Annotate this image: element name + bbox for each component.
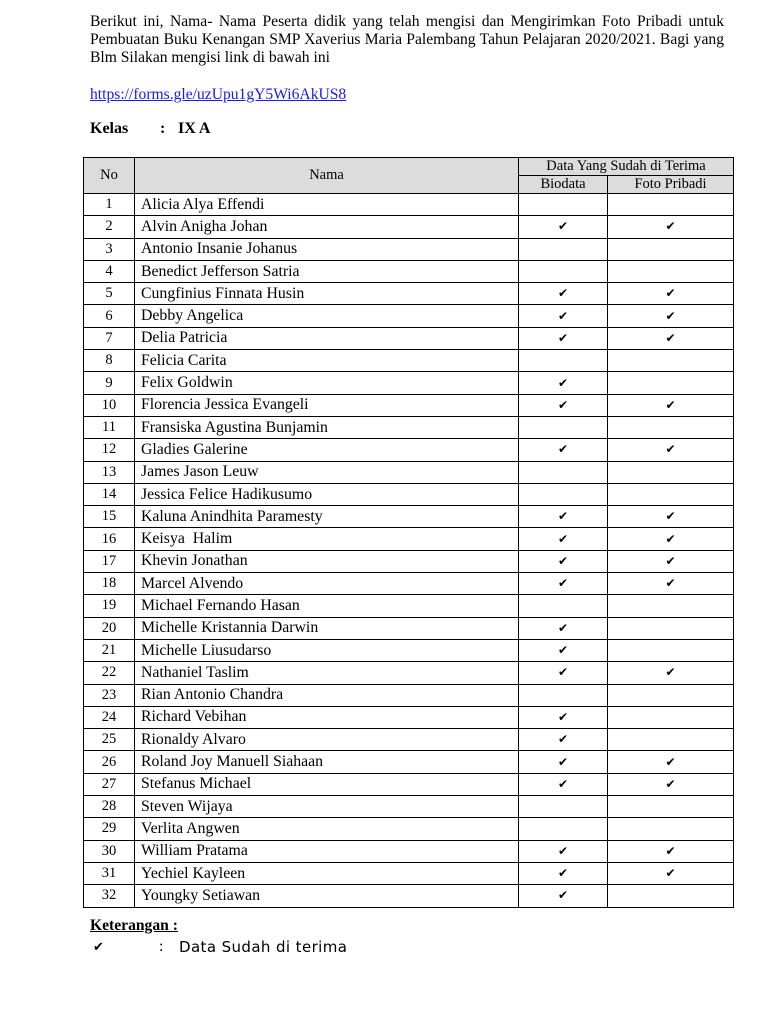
student-name: William Pratama xyxy=(135,840,519,862)
row-number: 24 xyxy=(84,706,135,728)
biodata-status xyxy=(519,573,608,595)
student-name: Fransiska Agustina Bunjamin xyxy=(135,416,519,438)
student-name: Yechiel Kayleen xyxy=(135,862,519,884)
check-icon: ✔ xyxy=(557,665,569,680)
table-row xyxy=(84,372,734,394)
table-row xyxy=(84,617,734,639)
biodata-status xyxy=(519,416,608,438)
student-name: Michelle Kristannia Darwin xyxy=(135,617,519,639)
legend-colon: : xyxy=(159,938,164,955)
row-number: 26 xyxy=(84,751,135,773)
check-icon: ✔ xyxy=(557,576,569,591)
row-number: 1 xyxy=(84,194,135,216)
table-row xyxy=(84,283,734,305)
table-row xyxy=(84,305,734,327)
biodata-status xyxy=(519,216,608,238)
biodata-status xyxy=(519,885,608,907)
header-no: No xyxy=(84,158,135,194)
student-name: Stefanus Michael xyxy=(135,773,519,795)
row-number: 6 xyxy=(84,305,135,327)
check-icon: ✔ xyxy=(665,665,676,680)
table-row xyxy=(84,550,734,572)
foto-status xyxy=(608,238,734,260)
row-number: 28 xyxy=(84,796,135,818)
row-number: 2 xyxy=(84,216,135,238)
row-number: 25 xyxy=(84,729,135,751)
biodata-status xyxy=(519,350,608,372)
foto-status xyxy=(608,639,734,661)
student-name: James Jason Leuw xyxy=(135,461,519,483)
biodata-status xyxy=(519,305,608,327)
intro-paragraph: Berikut ini, Nama- Nama Peserta didik yang telah mengisi dan Mengirimkan Foto Pribadi untuk Pembuatan Buku Kenangan SMP Xaverius Maria Palembang Tahun Pelajaran 2020/2021. Bagi yang Blm Silakan mengisi link di bawah ini xyxy=(90,13,724,66)
legend-title: Keterangan : xyxy=(90,917,178,934)
table-row xyxy=(84,639,734,661)
biodata-status xyxy=(519,706,608,728)
foto-status xyxy=(608,662,734,684)
table-row xyxy=(84,751,734,773)
student-name: Benedict Jefferson Satria xyxy=(135,260,519,282)
check-icon: ✔ xyxy=(557,442,569,457)
check-icon: ✔ xyxy=(665,330,676,345)
biodata-status xyxy=(519,372,608,394)
foto-status xyxy=(608,773,734,795)
biodata-status xyxy=(519,729,608,751)
check-icon: ✔ xyxy=(557,732,569,747)
biodata-status xyxy=(519,283,608,305)
foto-status xyxy=(608,818,734,840)
student-name: Rionaldy Alvaro xyxy=(135,729,519,751)
check-icon: ✔ xyxy=(665,397,676,412)
table-row xyxy=(84,840,734,862)
check-icon: ✔ xyxy=(557,375,569,390)
student-table xyxy=(83,157,734,908)
table-row xyxy=(84,729,734,751)
check-icon: ✔ xyxy=(665,509,676,524)
foto-status xyxy=(608,796,734,818)
row-number: 8 xyxy=(84,350,135,372)
legend-text: Data Sudah di terima xyxy=(179,938,348,956)
student-name: Antonio Insanie Johanus xyxy=(135,238,519,260)
header-biodata: Biodata xyxy=(519,176,608,194)
row-number: 15 xyxy=(84,506,135,528)
check-icon: ✔ xyxy=(557,286,569,301)
biodata-status xyxy=(519,439,608,461)
check-icon: ✔ xyxy=(557,330,569,345)
student-name: Keisya Halim xyxy=(135,528,519,550)
table-row xyxy=(84,796,734,818)
table-row xyxy=(84,684,734,706)
foto-status xyxy=(608,617,734,639)
student-name: Richard Vebihan xyxy=(135,706,519,728)
table-row xyxy=(84,216,734,238)
row-number: 16 xyxy=(84,528,135,550)
student-name: Alicia Alya Effendi xyxy=(135,194,519,216)
class-label: Kelas xyxy=(90,120,129,137)
check-icon: ✔ xyxy=(557,888,569,903)
student-name: Alvin Anigha Johan xyxy=(135,216,519,238)
biodata-status xyxy=(519,506,608,528)
student-name: Michelle Liusudarso xyxy=(135,639,519,661)
biodata-status xyxy=(519,327,608,349)
student-name: Florencia Jessica Evangeli xyxy=(135,394,519,416)
check-icon: ✔ xyxy=(665,286,676,301)
check-icon: ✔ xyxy=(665,776,676,791)
table-row xyxy=(84,706,734,728)
table-row xyxy=(84,350,734,372)
foto-status xyxy=(608,885,734,907)
check-icon: ✔ xyxy=(557,866,569,881)
foto-status xyxy=(608,394,734,416)
foto-status xyxy=(608,372,734,394)
foto-status xyxy=(608,439,734,461)
header-data-received: Data Yang Sudah di Terima xyxy=(519,158,734,176)
biodata-status xyxy=(519,194,608,216)
student-name: Michael Fernando Hasan xyxy=(135,595,519,617)
student-name: Khevin Jonathan xyxy=(135,550,519,572)
row-number: 27 xyxy=(84,773,135,795)
biodata-status xyxy=(519,461,608,483)
foto-status xyxy=(608,305,734,327)
check-icon: ✔ xyxy=(665,553,676,568)
row-number: 13 xyxy=(84,461,135,483)
check-icon: ✔ xyxy=(665,219,676,234)
table-row xyxy=(84,773,734,795)
table-row xyxy=(84,461,734,483)
foto-status xyxy=(608,327,734,349)
check-icon: ✔ xyxy=(557,643,569,658)
row-number: 19 xyxy=(84,595,135,617)
table-row xyxy=(84,506,734,528)
table-row xyxy=(84,862,734,884)
biodata-status xyxy=(519,639,608,661)
student-name: Jessica Felice Hadikusumo xyxy=(135,483,519,505)
biodata-status xyxy=(519,796,608,818)
student-name: Gladies Galerine xyxy=(135,439,519,461)
student-name: Verlita Angwen xyxy=(135,818,519,840)
table-row xyxy=(84,416,734,438)
student-name: Youngky Setiawan xyxy=(135,885,519,907)
row-number: 4 xyxy=(84,260,135,282)
biodata-status xyxy=(519,751,608,773)
legend-row xyxy=(93,938,347,956)
student-name: Nathaniel Taslim xyxy=(135,662,519,684)
row-number: 5 xyxy=(84,283,135,305)
table-row xyxy=(84,260,734,282)
check-icon: ✔ xyxy=(557,776,569,791)
table-row xyxy=(84,394,734,416)
biodata-status xyxy=(519,260,608,282)
check-icon: ✔ xyxy=(557,219,569,234)
biodata-status xyxy=(519,773,608,795)
check-icon: ✔ xyxy=(665,576,676,591)
student-name: Rian Antonio Chandra xyxy=(135,684,519,706)
foto-status xyxy=(608,595,734,617)
form-link[interactable]: https://forms.gle/uzUpu1gY5Wi6AkUS8 xyxy=(90,86,347,103)
student-name: Felicia Carita xyxy=(135,350,519,372)
check-icon: ✔ xyxy=(557,531,569,546)
row-number: 3 xyxy=(84,238,135,260)
table-row xyxy=(84,528,734,550)
student-name: Steven Wijaya xyxy=(135,796,519,818)
check-icon: ✔ xyxy=(557,843,569,858)
row-number: 20 xyxy=(84,617,135,639)
foto-status xyxy=(608,350,734,372)
foto-status xyxy=(608,550,734,572)
foto-status xyxy=(608,461,734,483)
row-number: 23 xyxy=(84,684,135,706)
student-name: Debby Angelica xyxy=(135,305,519,327)
biodata-status xyxy=(519,394,608,416)
biodata-status xyxy=(519,840,608,862)
row-number: 21 xyxy=(84,639,135,661)
check-icon: ✔ xyxy=(557,754,569,769)
foto-status xyxy=(608,684,734,706)
table-row xyxy=(84,483,734,505)
foto-status xyxy=(608,840,734,862)
check-icon: ✔ xyxy=(665,308,676,323)
row-number: 31 xyxy=(84,862,135,884)
student-name: Delia Patricia xyxy=(135,327,519,349)
biodata-status xyxy=(519,818,608,840)
student-name: Cungfinius Finnata Husin xyxy=(135,283,519,305)
foto-status xyxy=(608,573,734,595)
biodata-status xyxy=(519,528,608,550)
table-row xyxy=(84,327,734,349)
check-icon: ✔ xyxy=(557,509,569,524)
row-number: 10 xyxy=(84,394,135,416)
table-row xyxy=(84,194,734,216)
table-row xyxy=(84,238,734,260)
table-row xyxy=(84,439,734,461)
foto-status xyxy=(608,706,734,728)
biodata-status xyxy=(519,238,608,260)
class-value: IX A xyxy=(178,120,211,137)
check-icon: ✔ xyxy=(665,866,676,881)
check-icon: ✔ xyxy=(557,553,569,568)
check-icon: ✔ xyxy=(665,442,676,457)
check-icon: ✔ xyxy=(93,939,104,954)
row-number: 11 xyxy=(84,416,135,438)
biodata-status xyxy=(519,662,608,684)
foto-status xyxy=(608,528,734,550)
table-row xyxy=(84,818,734,840)
biodata-status xyxy=(519,550,608,572)
foto-status xyxy=(608,862,734,884)
check-icon: ✔ xyxy=(665,754,676,769)
check-icon: ✔ xyxy=(557,308,569,323)
table-row xyxy=(84,595,734,617)
student-name: Marcel Alvendo xyxy=(135,573,519,595)
class-colon: : xyxy=(160,120,166,137)
student-name: Kaluna Anindhita Paramesty xyxy=(135,506,519,528)
row-number: 30 xyxy=(84,840,135,862)
header-nama: Nama xyxy=(135,158,519,194)
class-line xyxy=(90,120,210,138)
foto-status xyxy=(608,729,734,751)
biodata-status xyxy=(519,684,608,706)
row-number: 18 xyxy=(84,573,135,595)
foto-status xyxy=(608,260,734,282)
table-row xyxy=(84,885,734,907)
check-icon: ✔ xyxy=(665,843,676,858)
foto-status xyxy=(608,194,734,216)
foto-status xyxy=(608,283,734,305)
biodata-status xyxy=(519,862,608,884)
check-icon: ✔ xyxy=(557,397,569,412)
row-number: 22 xyxy=(84,662,135,684)
foto-status xyxy=(608,216,734,238)
row-number: 32 xyxy=(84,885,135,907)
foto-status xyxy=(608,751,734,773)
row-number: 7 xyxy=(84,327,135,349)
row-number: 14 xyxy=(84,483,135,505)
check-icon: ✔ xyxy=(665,531,676,546)
biodata-status xyxy=(519,595,608,617)
row-number: 17 xyxy=(84,550,135,572)
table-row xyxy=(84,573,734,595)
row-number: 9 xyxy=(84,372,135,394)
check-icon: ✔ xyxy=(557,709,569,724)
header-foto-pribadi: Foto Pribadi xyxy=(608,176,734,194)
biodata-status xyxy=(519,617,608,639)
foto-status xyxy=(608,506,734,528)
foto-status xyxy=(608,483,734,505)
table-row xyxy=(84,662,734,684)
student-name: Felix Goldwin xyxy=(135,372,519,394)
check-icon: ✔ xyxy=(557,620,569,635)
student-table-body xyxy=(84,194,734,908)
row-number: 29 xyxy=(84,818,135,840)
foto-status xyxy=(608,416,734,438)
biodata-status xyxy=(519,483,608,505)
student-name: Roland Joy Manuell Siahaan xyxy=(135,751,519,773)
row-number: 12 xyxy=(84,439,135,461)
